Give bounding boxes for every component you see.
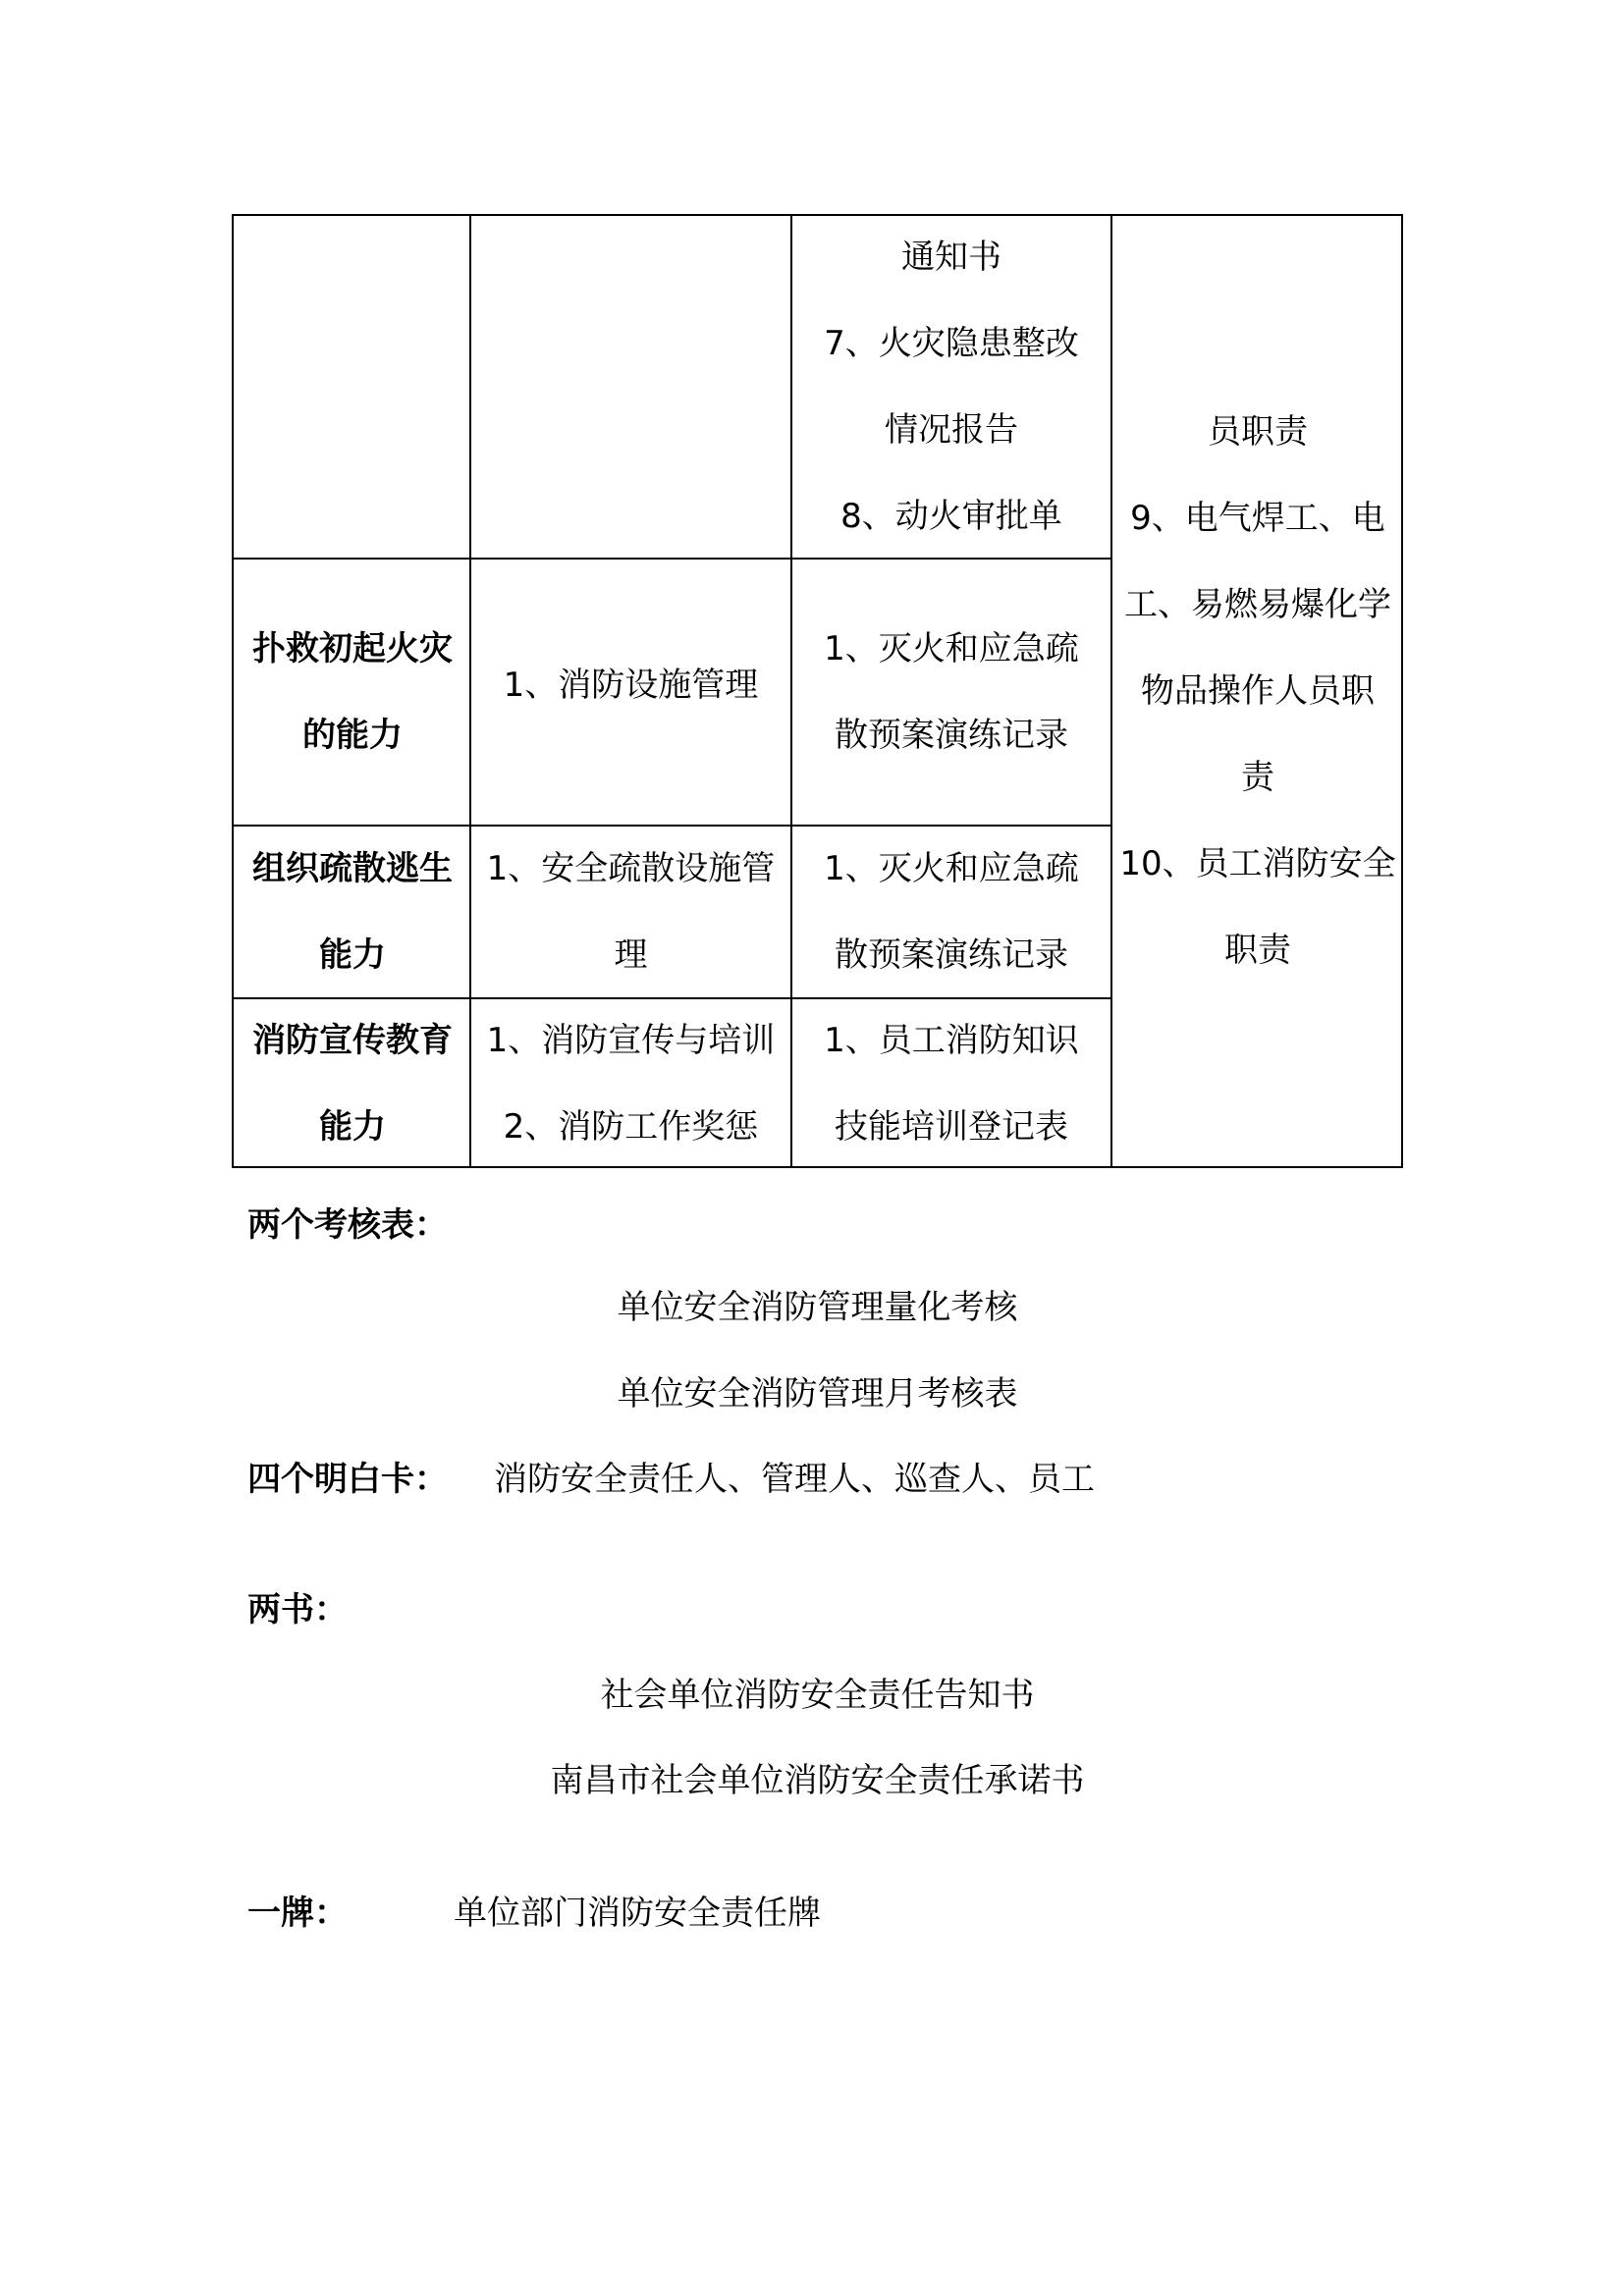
cell-line: 2、消防工作奖惩 [503,1107,759,1147]
table-cell-duties [1112,389,1403,1027]
cell-line: 扑救初起火灾 [252,629,453,668]
books-item: 南昌市社会单位消防安全责任承诺书 [550,1761,1085,1800]
table-cell-empty [471,216,790,558]
cell-line: 9、电气焊工、电 [1130,499,1385,538]
assessment-item: 单位安全消防管理月考核表 [617,1374,1018,1414]
sign-label: 一牌： [247,1894,348,1933]
cell-line: 1、员工消防知识 [824,1021,1079,1060]
cell-line: 8、动火审批单 [840,497,1062,536]
cell-line: 能力 [319,1107,386,1147]
assessment-item: 单位安全消防管理量化考核 [617,1288,1018,1327]
cell-line: 能力 [319,935,386,975]
table-cell-ability [236,560,469,825]
table-cell-management [471,999,790,1168]
table-cell-management [471,827,790,997]
responsibility-table [232,214,1403,1168]
cards-text: 消防安全责任人、管理人、巡查人、员工 [494,1460,1095,1499]
table-cell-records [792,999,1110,1168]
cell-line: 1、消防设施管理 [503,665,759,705]
table-cell-empty [236,216,469,558]
cell-line: 理 [614,935,648,975]
cell-line: 责 [1241,758,1274,797]
cell-line: 情况报告 [885,410,1018,450]
cell-line: 员职责 [1208,412,1308,452]
cell-line: 10、员工消防安全 [1119,844,1396,883]
table-cell-records [792,827,1110,997]
assessment-label: 两个考核表： [247,1205,448,1245]
cell-line: 散预案演练记录 [835,935,1068,975]
cell-line: 消防宣传教育 [252,1021,453,1060]
table-cell-ability [236,827,469,997]
cell-line: 的能力 [302,716,403,755]
cell-line: 技能培训登记表 [835,1107,1068,1147]
cell-line: 1、灭火和应急疏 [824,629,1079,668]
cell-line: 组织疏散逃生 [252,849,453,888]
cell-line: 工、易燃易爆化学 [1124,585,1391,624]
table-cell-records [792,214,1110,556]
table-cell-management [471,560,790,810]
sign-text: 单位部门消防安全责任牌 [454,1894,821,1933]
cell-line: 7、火灾隐患整改 [824,324,1079,363]
table-cell-records [792,560,1110,825]
cell-line: 散预案演练记录 [835,716,1068,755]
books-item: 社会单位消防安全责任告知书 [600,1676,1035,1715]
cell-line: 1、消防宣传与培训 [486,1021,776,1060]
cell-line: 职责 [1224,931,1291,970]
table-cell-ability [236,999,469,1168]
cell-line: 通知书 [901,238,1001,277]
cell-line: 1、安全疏散设施管 [486,849,776,888]
cell-line: 物品操作人员职 [1141,671,1375,711]
books-label: 两书： [247,1590,348,1629]
cell-line: 1、灭火和应急疏 [824,849,1079,888]
cards-label: 四个明白卡： [247,1460,448,1499]
